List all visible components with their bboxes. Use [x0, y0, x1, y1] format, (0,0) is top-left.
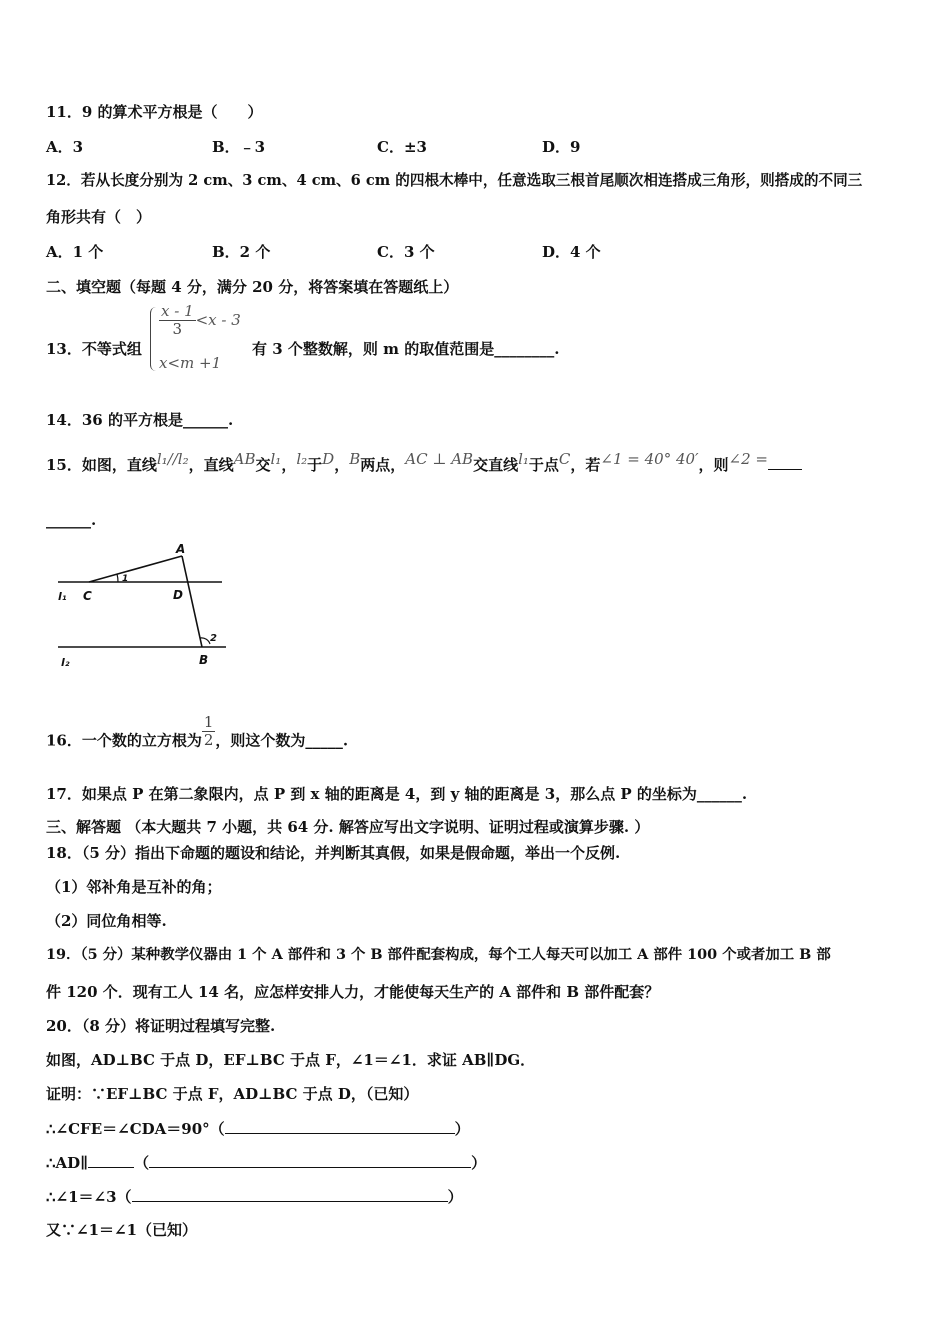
q20-stem: 20．（8 分）将证明过程填写完整.	[46, 1017, 276, 1035]
q20-proof-intro: 证明：∵EF⊥BC 于点 F，AD⊥BC 于点 D，（已知）	[46, 1085, 419, 1103]
q15-m9: C	[558, 450, 571, 468]
label-d: D	[173, 588, 183, 602]
q20-given: 如图，AD⊥BC 于点 D，EF⊥BC 于点 F，∠1＝∠1．求证 AB∥DG．	[46, 1051, 536, 1069]
q15-answer-blank	[768, 454, 802, 470]
q20-step-1	[46, 1118, 470, 1139]
q13-row2: x<m +1	[159, 354, 222, 372]
q11-stem: 11．9 的算术平方根是（ ）	[46, 103, 263, 121]
q13-fraction	[159, 303, 196, 338]
q16-prefix: 16．一个数的立方根为	[46, 731, 202, 750]
q20-step-1-close: ）	[454, 1120, 470, 1138]
q14-text: 14．36 的平方根是______.	[46, 411, 234, 429]
label-angle-1: 1	[122, 574, 129, 584]
q20-step-1-text: ∴∠CFE＝∠CDA＝90°（	[46, 1120, 225, 1138]
parallel-lines-figure	[52, 540, 232, 672]
q15-p1: 15．如图，直线	[46, 456, 157, 474]
q15-p10: ，若	[570, 456, 601, 474]
q16-frac-den: 2	[203, 731, 214, 749]
q11-option-b: B．﹣3	[212, 138, 266, 156]
q15-m3: l₁	[270, 450, 282, 468]
q15-m5: D	[322, 450, 335, 468]
q15-line2: ______.	[46, 511, 97, 529]
q13-row1-rest: <x - 3	[195, 311, 241, 329]
label-a: A	[176, 542, 186, 556]
q20-step-2-blank-b	[149, 1152, 471, 1168]
q20-step-3-close: ）	[447, 1188, 463, 1206]
q18-stem: 18．（5 分）指出下命题的题设和结论，并判断其真假，如果是假命题，举出一个反例.	[46, 844, 621, 862]
q15-m8: l₁	[518, 450, 529, 468]
q15-p2: ，直线	[188, 456, 234, 474]
label-l2: l₂	[61, 656, 70, 669]
q20-step-2-close: ）	[471, 1154, 487, 1172]
q20-step-2-text: ∴AD∥	[46, 1154, 89, 1172]
q15-p7: 两点，	[360, 456, 406, 474]
q15-m10: ∠1 = 40° 40′	[600, 450, 699, 468]
q13-prefix: 13．不等式组	[46, 340, 142, 358]
q20-step-2-blank-a	[88, 1152, 134, 1168]
q15-m11: ∠2 =	[728, 450, 768, 468]
brace-symbol	[150, 307, 157, 371]
q15-m7: AC ⊥ AB	[405, 450, 474, 468]
q15-p4: ，	[281, 456, 297, 474]
q20-step-2	[46, 1152, 486, 1173]
q12-option-a: A．1 个	[46, 243, 104, 261]
q15-p11: ，则	[698, 456, 729, 474]
q20-step-3-blank	[132, 1186, 448, 1202]
q11-option-d: D．9	[542, 138, 581, 156]
angle-1-arc	[117, 574, 118, 582]
segment-ab	[182, 556, 202, 647]
q15-p8: 交直线	[473, 456, 519, 474]
q12-line1: 12．若从长度分别为 2 cm、3 cm、4 cm、6 cm 的四根木棒中，任意选取三根首尾顺次相连搭成三角形，则搭成的不同三	[46, 172, 863, 189]
q20-step-3-text: ∴∠1＝∠3（	[46, 1188, 132, 1206]
q13-frac-num: x - 1	[161, 302, 194, 320]
q15-p3: 交	[255, 456, 271, 474]
label-b: B	[199, 653, 209, 667]
q12-option-b: B．2 个	[212, 243, 271, 261]
label-c: C	[83, 589, 92, 603]
q20-step-1-blank	[225, 1118, 455, 1134]
q16-suffix: ，则这个数为_____.	[215, 731, 349, 750]
q15-m2: AB	[233, 450, 256, 468]
q13-frac-den: 3	[172, 320, 183, 338]
q20-step-2-open: （	[134, 1154, 150, 1172]
q18-item-2: （2）同位角相等.	[46, 912, 167, 930]
inequality-system	[150, 303, 250, 375]
q15-p6: ，	[334, 456, 350, 474]
label-l1: l₁	[58, 590, 67, 603]
q20-step-3	[46, 1186, 463, 1207]
q20-step-4: 又∵∠1＝∠1（已知）	[46, 1221, 198, 1239]
q15-p5: 于	[307, 456, 323, 474]
q15-m4: l₂	[296, 450, 308, 468]
section-3-heading: 三、解答题 （本大题共 7 小题，共 64 分. 解答应写出文字说明、证明过程或演算步骤. ）	[46, 818, 650, 836]
segment-ca	[89, 556, 182, 582]
q16-fraction	[202, 714, 216, 749]
q19-line2: 件 120 个．现有工人 14 名，应怎样安排人力，才能使每天生产的 A 部件和 B 部件配套？	[46, 983, 660, 1001]
q12-option-c: C．3 个	[377, 243, 435, 261]
q11-option-c: C．±3	[377, 138, 427, 156]
section-2-heading: 二、填空题（每题 4 分，满分 20 分，将答案填在答题纸上）	[46, 278, 459, 296]
q12-option-d: D．4 个	[542, 243, 601, 261]
q18-item-1: （1）邻补角是互补的角；	[46, 878, 222, 896]
q15-m6: B	[349, 450, 361, 468]
q15-p9: 于点	[528, 456, 559, 474]
q15-line1	[46, 450, 802, 477]
q15-m1: l₁//l₂	[156, 450, 189, 468]
label-angle-2: 2	[210, 633, 217, 644]
q17-text: 17．如果点 P 在第二象限内，点 P 到 x 轴的距离是 4，到 y 轴的距离是 3，那么点 P 的坐标为______.	[46, 785, 748, 803]
q13-suffix: 有 3 个整数解，则 m 的取值范围是________.	[252, 340, 560, 358]
q19-line1: 19．（5 分）某种教学仪器由 1 个 A 部件和 3 个 B 部件配套构成，每个工人每天可以加工 A 部件 100 个或者加工 B 部	[46, 946, 831, 963]
q12-line2: 角形共有（ ）	[46, 208, 152, 226]
q16-line	[46, 713, 349, 759]
q11-option-a: A．3	[46, 138, 84, 156]
q16-frac-num: 1	[203, 713, 214, 731]
